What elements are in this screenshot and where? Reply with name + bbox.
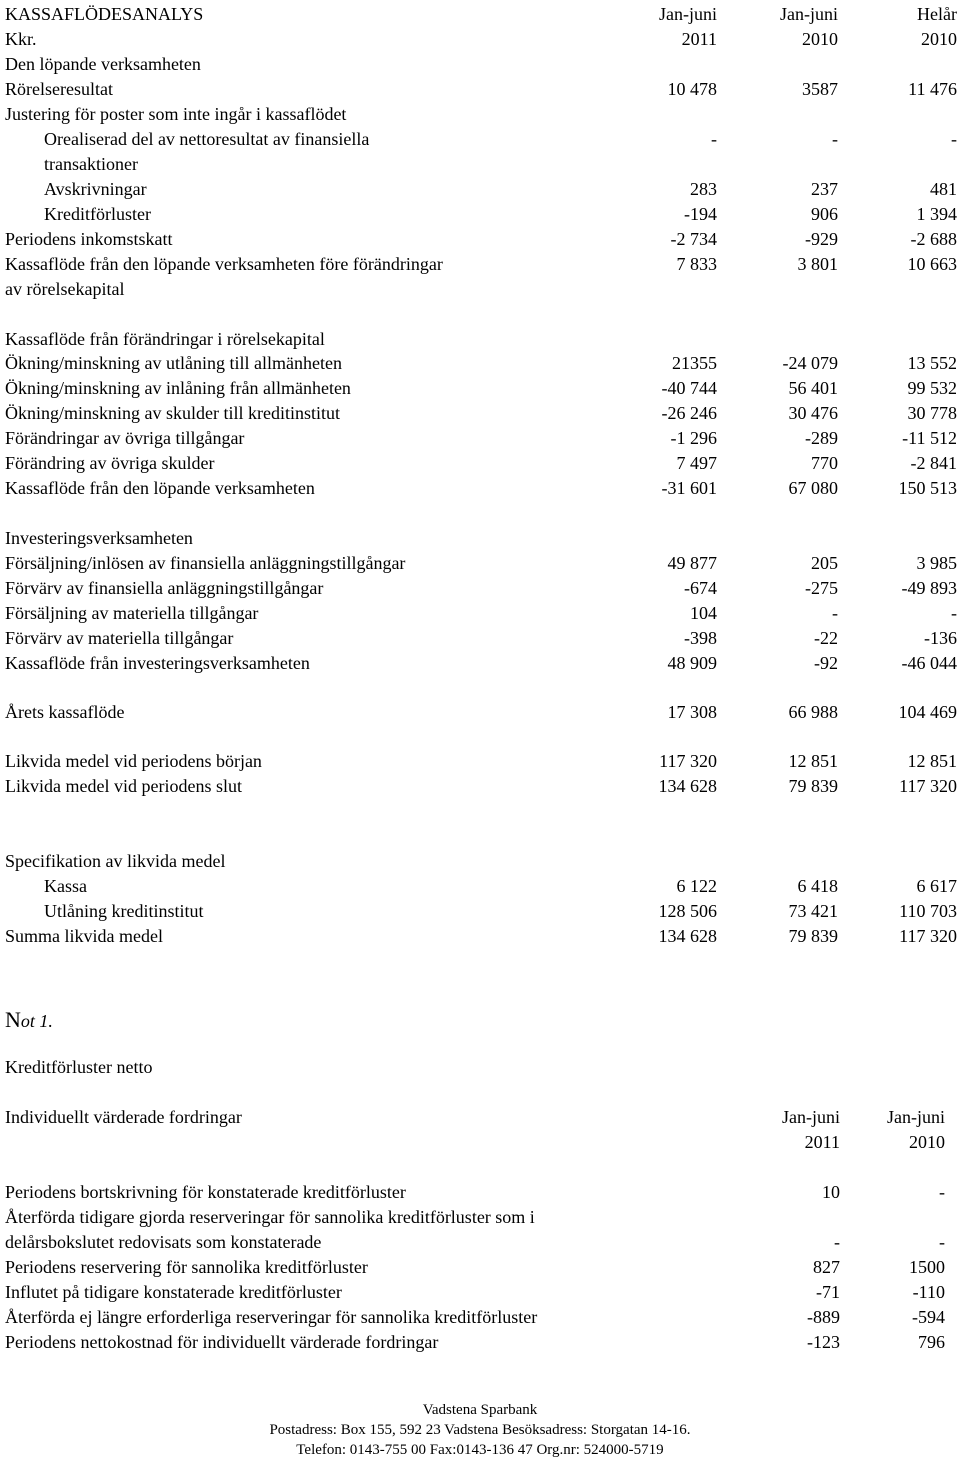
row-value-col-2: 906 <box>811 204 838 224</box>
col-header-1-year: 2011 <box>681 29 717 49</box>
note-row-label: delårsbokslutet redovisats som konstaterade <box>5 1232 322 1252</box>
note-col-header-2-year: 2010 <box>909 1132 945 1152</box>
row-label: Ökning/minskning av skulder till kreditinstitut <box>5 403 340 423</box>
row-value-col-2: -929 <box>805 229 838 249</box>
row-value-col-3: - <box>951 603 957 623</box>
col-header-1: Jan-juni <box>659 4 717 24</box>
note-heading <box>0 1005 960 1035</box>
row-label: transaktioner <box>44 154 138 174</box>
row-label: Avskrivningar <box>44 179 147 199</box>
row-value-col-1: 21355 <box>672 353 717 373</box>
row-value-col-3: -49 893 <box>901 578 957 598</box>
col-header-2: Jan-juni <box>780 4 838 24</box>
note-row <box>0 1255 960 1280</box>
row-value-col-2: 3587 <box>802 79 838 99</box>
cashflow-header-row-1 <box>0 2 960 27</box>
row-value-col-1: 49 877 <box>667 553 717 573</box>
note-row-value-col-1: 827 <box>813 1257 840 1277</box>
row-value-col-3: -11 512 <box>902 428 957 448</box>
note-col-header-1: Jan-juni <box>782 1107 840 1127</box>
row-label: Periodens inkomstskatt <box>5 229 173 249</box>
note-row-label: Periodens nettokostnad för individuellt värderade fordringar <box>5 1332 439 1352</box>
note-row <box>0 1305 960 1330</box>
row-value-col-3: - <box>951 129 957 149</box>
cashflow-row <box>0 700 960 725</box>
row-value-col-2: 6 418 <box>797 876 838 896</box>
row-label: Justering för poster som inte ingår i kassaflödet <box>5 104 347 124</box>
row-value-col-3: 10 663 <box>907 254 957 274</box>
cashflow-row <box>0 924 960 949</box>
row-value-col-2: -289 <box>805 428 838 448</box>
row-label: Rörelseresultat <box>5 79 113 99</box>
row-label: Specifikation av likvida medel <box>5 851 226 871</box>
note-row-value-col-1: -889 <box>807 1307 840 1327</box>
row-value-col-2: -275 <box>805 578 838 598</box>
row-value-col-3: 13 552 <box>907 353 957 373</box>
cashflow-header-row-2 <box>0 27 960 52</box>
row-value-col-3: -2 688 <box>910 229 957 249</box>
note-row <box>0 1280 960 1305</box>
note-row-value-col-2: - <box>939 1232 945 1252</box>
row-value-col-1: -40 744 <box>661 378 717 398</box>
row-value-col-1: -2 734 <box>670 229 717 249</box>
cashflow-row <box>0 77 960 102</box>
row-value-col-3: -46 044 <box>901 653 957 673</box>
row-label: Kreditförluster <box>44 204 151 224</box>
row-value-col-3: 150 513 <box>898 478 957 498</box>
row-value-col-3: 481 <box>930 179 957 199</box>
note-row-value-col-1: 10 <box>822 1182 840 1202</box>
cashflow-row <box>0 252 960 277</box>
row-label: Ökning/minskning av utlåning till allmänheten <box>5 353 342 373</box>
note-table-title: Individuellt värderade fordringar <box>5 1107 242 1127</box>
row-value-col-3: -2 841 <box>910 453 957 473</box>
cashflow-row <box>0 127 960 152</box>
note-row-value-col-1: -71 <box>816 1282 840 1302</box>
note-header-row-1 <box>0 1105 960 1130</box>
row-value-col-3: 110 703 <box>899 901 957 921</box>
row-label: Kassaflöde från den löpande verksamheten före förändringar <box>5 254 443 274</box>
col-header-3-year: 2010 <box>921 29 957 49</box>
cashflow-row <box>0 426 960 451</box>
row-label: Förvärv av materiella tillgångar <box>5 628 234 648</box>
row-label: av rörelsekapital <box>5 279 125 299</box>
cashflow-row <box>0 401 960 426</box>
note-row <box>0 1205 960 1230</box>
cashflow-row <box>0 899 960 924</box>
row-label: Likvida medel vid periodens slut <box>5 776 242 796</box>
row-label: Förvärv av finansiella anläggningstillgångar <box>5 578 324 598</box>
note-subtitle-row <box>0 1055 960 1080</box>
note-row-value-col-2: -110 <box>912 1282 945 1302</box>
row-value-col-2: -24 079 <box>782 353 838 373</box>
row-value-col-1: 10 478 <box>667 79 717 99</box>
row-label: Investeringsverksamheten <box>5 528 193 548</box>
row-label: Ökning/minskning av inlåning från allmänheten <box>5 378 351 398</box>
row-value-col-3: 117 320 <box>899 926 957 946</box>
row-value-col-3: 104 469 <box>898 702 957 722</box>
row-value-col-1: 134 628 <box>658 926 717 946</box>
row-value-col-2: 66 988 <box>788 702 838 722</box>
row-label: Den löpande verksamheten <box>5 54 201 74</box>
row-value-col-2: 30 476 <box>788 403 838 423</box>
row-value-col-2: 79 839 <box>788 926 838 946</box>
cashflow-row <box>0 351 960 376</box>
note-col-header-2: Jan-juni <box>887 1107 945 1127</box>
row-value-col-3: 12 851 <box>907 751 957 771</box>
row-label: Utlåning kreditinstitut <box>44 901 204 921</box>
note-row-value-col-2: -594 <box>912 1307 945 1327</box>
row-value-col-1: 283 <box>690 179 717 199</box>
col-header-3: Helår <box>917 4 957 24</box>
row-value-col-2: 237 <box>811 179 838 199</box>
row-value-col-3: 11 476 <box>908 79 957 99</box>
row-label: Kassaflöde från investeringsverksamheten <box>5 653 310 673</box>
note-heading-letter: N <box>5 1007 21 1032</box>
note-row-value-col-2: 1500 <box>909 1257 945 1277</box>
cashflow-row <box>0 651 960 676</box>
row-value-col-1: 17 308 <box>667 702 717 722</box>
row-value-col-1: -194 <box>684 204 717 224</box>
row-label: Summa likvida medel <box>5 926 163 946</box>
unit-label: Kkr. <box>5 29 37 49</box>
cashflow-row <box>0 849 960 874</box>
cashflow-row <box>0 874 960 899</box>
cashflow-row <box>0 551 960 576</box>
footer-contact: Telefon: 0143-755 00 Fax:0143-136 47 Org.nr: 524000-5719 <box>296 1442 664 1458</box>
row-value-col-3: 6 617 <box>916 876 957 896</box>
row-value-col-1: 128 506 <box>658 901 717 921</box>
cashflow-title: KASSAFLÖDESANALYS <box>5 4 204 24</box>
cashflow-row <box>0 774 960 799</box>
row-value-col-1: -674 <box>684 578 717 598</box>
note-row-value-col-1: - <box>834 1232 840 1252</box>
row-value-col-3: 1 394 <box>916 204 957 224</box>
note-row-value-col-1: -123 <box>807 1332 840 1352</box>
cashflow-row <box>0 376 960 401</box>
row-label: Förändring av övriga skulder <box>5 453 215 473</box>
row-label: Orealiserad del av nettoresultat av finansiella <box>44 129 370 149</box>
note-row-label: Återförda ej längre erforderliga reserveringar för sannolika kreditförluster <box>5 1307 538 1327</box>
note-row <box>0 1230 960 1255</box>
cashflow-row <box>0 476 960 501</box>
row-label: Kassa <box>44 876 87 896</box>
cashflow-row <box>0 227 960 252</box>
row-label: Kassaflöde från förändringar i rörelsekapital <box>5 329 325 349</box>
note-header-row-2 <box>0 1130 960 1155</box>
row-value-col-3: 3 985 <box>916 553 957 573</box>
row-label: Förändringar av övriga tillgångar <box>5 428 245 448</box>
cashflow-row <box>0 152 960 177</box>
row-value-col-2: 3 801 <box>797 254 838 274</box>
note-row-value-col-2: - <box>939 1182 945 1202</box>
row-value-col-2: 770 <box>811 453 838 473</box>
col-header-2-year: 2010 <box>802 29 838 49</box>
row-value-col-1: -398 <box>684 628 717 648</box>
note-row-label: Periodens reservering för sannolika kreditförluster <box>5 1257 368 1277</box>
row-value-col-3: 99 532 <box>907 378 957 398</box>
row-value-col-3: 30 778 <box>907 403 957 423</box>
row-value-col-1: 117 320 <box>659 751 717 771</box>
note-col-header-1-year: 2011 <box>804 1132 840 1152</box>
row-value-col-1: -1 296 <box>670 428 717 448</box>
note-row-value-col-2: 796 <box>918 1332 945 1352</box>
row-value-col-2: 205 <box>811 553 838 573</box>
row-value-col-2: - <box>832 603 838 623</box>
cashflow-row <box>0 451 960 476</box>
row-value-col-2: 12 851 <box>788 751 838 771</box>
row-label: Kassaflöde från den löpande verksamheten <box>5 478 315 498</box>
cashflow-row <box>0 202 960 227</box>
cashflow-row <box>0 177 960 202</box>
row-value-col-1: - <box>711 129 717 149</box>
row-value-col-2: - <box>832 129 838 149</box>
cashflow-row <box>0 601 960 626</box>
row-value-col-1: -31 601 <box>661 478 717 498</box>
cashflow-row <box>0 526 960 551</box>
row-value-col-2: 67 080 <box>788 478 838 498</box>
note-row-label: Influtet på tidigare konstaterade kreditförluster <box>5 1282 342 1302</box>
row-value-col-2: 73 421 <box>788 901 838 921</box>
cashflow-row <box>0 102 960 127</box>
footer-address: Postadress: Box 155, 592 23 Vadstena Besöksadress: Storgatan 14-16. <box>269 1422 691 1438</box>
note-row <box>0 1330 960 1355</box>
row-label: Försäljning/inlösen av finansiella anläggningstillgångar <box>5 553 406 573</box>
cashflow-row <box>0 576 960 601</box>
note-row-label: Återförda tidigare gjorda reserveringar för sannolika kreditförluster som i <box>5 1207 535 1227</box>
row-label: Likvida medel vid periodens början <box>5 751 262 771</box>
row-value-col-3: -136 <box>924 628 957 648</box>
row-value-col-2: 56 401 <box>788 378 838 398</box>
row-value-col-1: 104 <box>690 603 717 623</box>
note-heading-rest: ot 1. <box>20 1011 53 1031</box>
row-value-col-1: 7 833 <box>676 254 717 274</box>
cashflow-row <box>0 749 960 774</box>
cashflow-row <box>0 277 960 302</box>
note-subtitle: Kreditförluster netto <box>5 1057 153 1077</box>
row-value-col-1: 134 628 <box>658 776 717 796</box>
footer-bank: Vadstena Sparbank <box>422 1402 538 1418</box>
row-value-col-1: -26 246 <box>661 403 717 423</box>
cashflow-row <box>0 626 960 651</box>
cashflow-row <box>0 327 960 352</box>
note-row-label: Periodens bortskrivning för konstaterade kreditförluster <box>5 1182 406 1202</box>
cashflow-row <box>0 52 960 77</box>
row-value-col-3: 117 320 <box>899 776 957 796</box>
row-value-col-1: 7 497 <box>676 453 717 473</box>
row-label: Årets kassaflöde <box>5 702 125 722</box>
note-row <box>0 1180 960 1205</box>
row-value-col-1: 48 909 <box>667 653 717 673</box>
row-value-col-2: -92 <box>814 653 838 673</box>
row-label: Försäljning av materiella tillgångar <box>5 603 259 623</box>
row-value-col-2: -22 <box>814 628 838 648</box>
row-value-col-2: 79 839 <box>788 776 838 796</box>
row-value-col-1: 6 122 <box>676 876 717 896</box>
